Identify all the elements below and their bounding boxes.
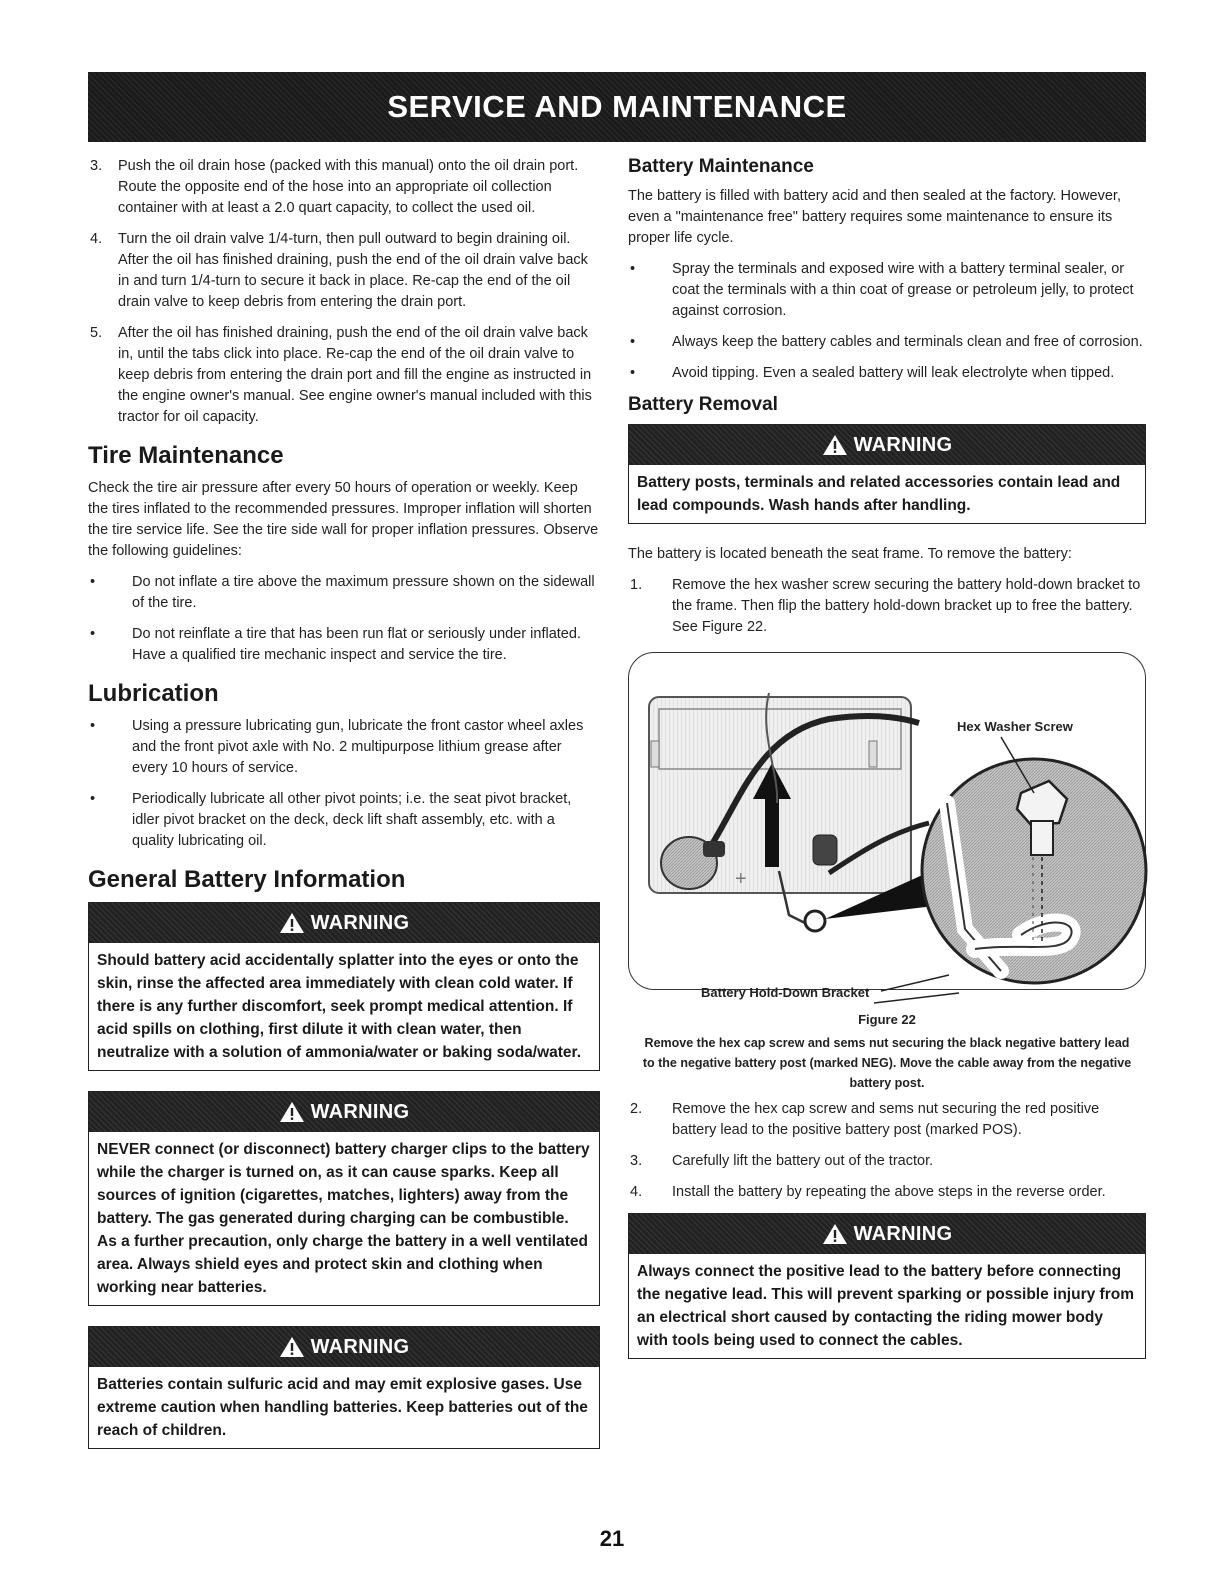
battery-illustration — [629, 653, 1144, 1000]
oil-steps-list — [88, 156, 600, 428]
bullet-text: Spray the terminals and exposed wire with a battery terminal sealer, or coat the terminals with a thin coat of grease or petroleum jelly, to protect against corrosion. — [672, 261, 1134, 319]
step-text: Turn the oil drain valve 1/4-turn, then pull outward to begin draining oil. After the oil has finished draining, push the end of the oil drain valve back in and turn 1/4-turn to secure it back in place. Re-cap the end of the oil drain valve to keep debris from entering the drain port. — [118, 231, 588, 310]
hex-washer-screw-label: Hex Washer Screw — [957, 719, 1073, 734]
list-item — [88, 323, 600, 428]
step-text: Install the battery by repeating the above steps in the reverse order. — [672, 1184, 1106, 1200]
bullet-icon: • — [630, 365, 636, 381]
step-text: Remove the hex washer screw securing the battery hold-down bracket to the frame. Then flip the battery hold-down bracket up to free the battery. See Figure 22. — [672, 577, 1141, 635]
bullet-text: Avoid tipping. Even a sealed battery will leak electrolyte when tipped. — [672, 365, 1115, 381]
svg-text:+: + — [735, 868, 747, 890]
battery-removal-steps — [628, 1099, 1146, 1203]
figure-22 — [628, 652, 1146, 1000]
warning-header — [89, 903, 599, 943]
list-item — [88, 789, 600, 852]
warning-box — [88, 1091, 600, 1306]
step-number: 3. — [90, 158, 103, 174]
page-title: SERVICE AND MAINTENANCE — [387, 89, 847, 124]
step-number: 2. — [630, 1101, 643, 1117]
warning-box — [88, 1326, 600, 1449]
list-item — [628, 363, 1146, 384]
step-number: 4. — [630, 1184, 643, 1200]
warning-text: Should battery acid accidentally splatter into the eyes or onto the skin, rinse the affected area immediately with clean cold water. If there is any further discomfort, seek prompt medical attention. If acid spills on clothing, first dilute it with clean water, then neutralize with a solution of ammonia/water or baking soda/water. — [97, 952, 582, 1061]
warning-label: WARNING — [853, 433, 953, 456]
step-number: 5. — [90, 325, 103, 341]
warning-box — [628, 424, 1146, 524]
step-text: After the oil has finished draining, push the end of the oil drain valve back in, until the tabs click into place. Re-cap the end of the oil drain valve to keep debris from entering the drain port and fill the engine as instructed in the engine owner's manual. See engine owner's manual included with this tractor for oil capacity. — [118, 325, 592, 425]
warning-label: WARNING — [853, 1222, 953, 1245]
list-item — [628, 1151, 1146, 1172]
list-item — [88, 572, 600, 614]
list-item — [628, 575, 1146, 638]
bullet-text: Do not reinflate a tire that has been run flat or seriously under inflated. Have a qualified tire mechanic inspect and service the tire. — [132, 626, 581, 663]
tire-maintenance-heading: Tire Maintenance — [88, 442, 284, 469]
tire-bullets — [88, 572, 600, 666]
warning-header — [629, 425, 1145, 465]
battery-removal-intro: The battery is located beneath the seat frame. To remove the battery: — [628, 546, 1072, 562]
warning-triangle-icon — [822, 434, 848, 456]
warning-triangle-icon — [279, 1336, 305, 1358]
step-text: Push the oil drain hose (packed with this manual) onto the oil drain port. Route the opposite end of the hose into an appropriate oil collection container with at least a 2.0 quart capacity, to collect the used oil. — [118, 158, 579, 216]
page-number: 21 — [599, 1526, 625, 1551]
list-item — [88, 716, 600, 779]
battery-maintenance-bullets — [628, 259, 1146, 384]
warning-header — [89, 1092, 599, 1132]
warning-label: WARNING — [310, 911, 410, 934]
figure-caption: Remove the hex cap screw and sems nut securing the black negative battery lead to the negative battery post (marked NEG). Move the cable away from the negative battery post. — [642, 1036, 1132, 1090]
bullet-text: Using a pressure lubricating gun, lubricate the front castor wheel axles and the front pivot axle with No. 2 multipurpose lithium grease after every 10 hours of service. — [132, 718, 584, 776]
list-item — [628, 1182, 1146, 1203]
warning-text: NEVER connect (or disconnect) battery charger clips to the battery while the charger is turned on, as it can cause sparks. Keep all sources of ignition (cigarettes, matches, lighters) away from the battery. The gas generated during charging can be combustible. As a further precaution, only charge the battery in a well ventilated area. Always shield eyes and protect skin and clothing when working near batteries. — [97, 1141, 590, 1296]
left-column — [88, 156, 600, 1469]
list-item — [628, 259, 1146, 322]
bullet-text: Periodically lubricate all other pivot points; i.e. the seat pivot bracket, idler pivot bracket on the deck, deck lift shaft assembly, etc. with a quality lubricating oil. — [132, 791, 572, 849]
warning-text: Always connect the positive lead to the battery before connecting the negative lead. This will prevent sparking or possible injury from an electrical short caused by contacting the riding mower body with tools being used to connect the cables. — [637, 1263, 1134, 1349]
list-item — [628, 1099, 1146, 1141]
warning-header — [89, 1327, 599, 1367]
tire-intro: Check the tire air pressure after every 50 hours of operation or weekly. Keep the tires inflated to the recommended pressures. Improper inflation will shorten the tire service life. See the tire side wall for proper inflation pressures. Observe the following guidelines: — [88, 480, 599, 559]
warning-box — [628, 1213, 1146, 1359]
bullet-icon: • — [90, 791, 96, 807]
bullet-icon: • — [630, 261, 636, 277]
warning-box — [88, 902, 600, 1071]
warning-text: Batteries contain sulfuric acid and may emit explosive gases. Use extreme caution when handling batteries. Keep batteries out of the reach of children. — [97, 1376, 588, 1439]
up-arrow-icon — [765, 793, 779, 867]
battery-maintenance-heading: Battery Maintenance — [628, 156, 814, 177]
header-banner — [88, 72, 1146, 142]
lubrication-heading: Lubrication — [88, 680, 219, 707]
step-text: Carefully lift the battery out of the tractor. — [672, 1153, 934, 1169]
warning-triangle-icon — [822, 1223, 848, 1245]
battery-removal-heading: Battery Removal — [628, 394, 778, 415]
list-item — [88, 229, 600, 313]
battery-maintenance-intro: The battery is filled with battery acid and then sealed at the factory. However, even a "maintenance free" battery requires some maintenance to ensure its proper life cycle. — [628, 188, 1121, 246]
warning-triangle-icon — [279, 912, 305, 934]
step-number: 3. — [630, 1153, 643, 1169]
warning-triangle-icon — [279, 1101, 305, 1123]
step-text: Remove the hex cap screw and sems nut securing the red positive battery lead to the positive battery post (marked POS). — [672, 1101, 1100, 1138]
list-item — [88, 624, 600, 666]
bullet-text: Always keep the battery cables and terminals clean and free of corrosion. — [672, 334, 1143, 350]
lubrication-bullets — [88, 716, 600, 852]
figure-title: Figure 22 — [858, 1012, 916, 1027]
right-column — [628, 156, 1146, 1379]
step-number: 1. — [630, 577, 643, 593]
bullet-icon: • — [90, 718, 96, 734]
warning-text: Battery posts, terminals and related accessories contain lead and lead compounds. Wash hands after handling. — [637, 474, 1121, 514]
warning-label: WARNING — [310, 1100, 410, 1123]
bullet-icon: • — [90, 626, 96, 642]
bullet-icon: • — [630, 334, 636, 350]
step-number: 4. — [90, 231, 103, 247]
list-item — [628, 332, 1146, 353]
battery-info-heading: General Battery Information — [88, 866, 406, 893]
warning-label: WARNING — [310, 1335, 410, 1358]
warning-header — [629, 1214, 1145, 1254]
bullet-text: Do not inflate a tire above the maximum pressure shown on the sidewall of the tire. — [132, 574, 595, 611]
bullet-icon: • — [90, 574, 96, 590]
hold-down-bracket-label: Battery Hold-Down Bracket — [701, 985, 870, 1000]
list-item — [88, 156, 600, 219]
